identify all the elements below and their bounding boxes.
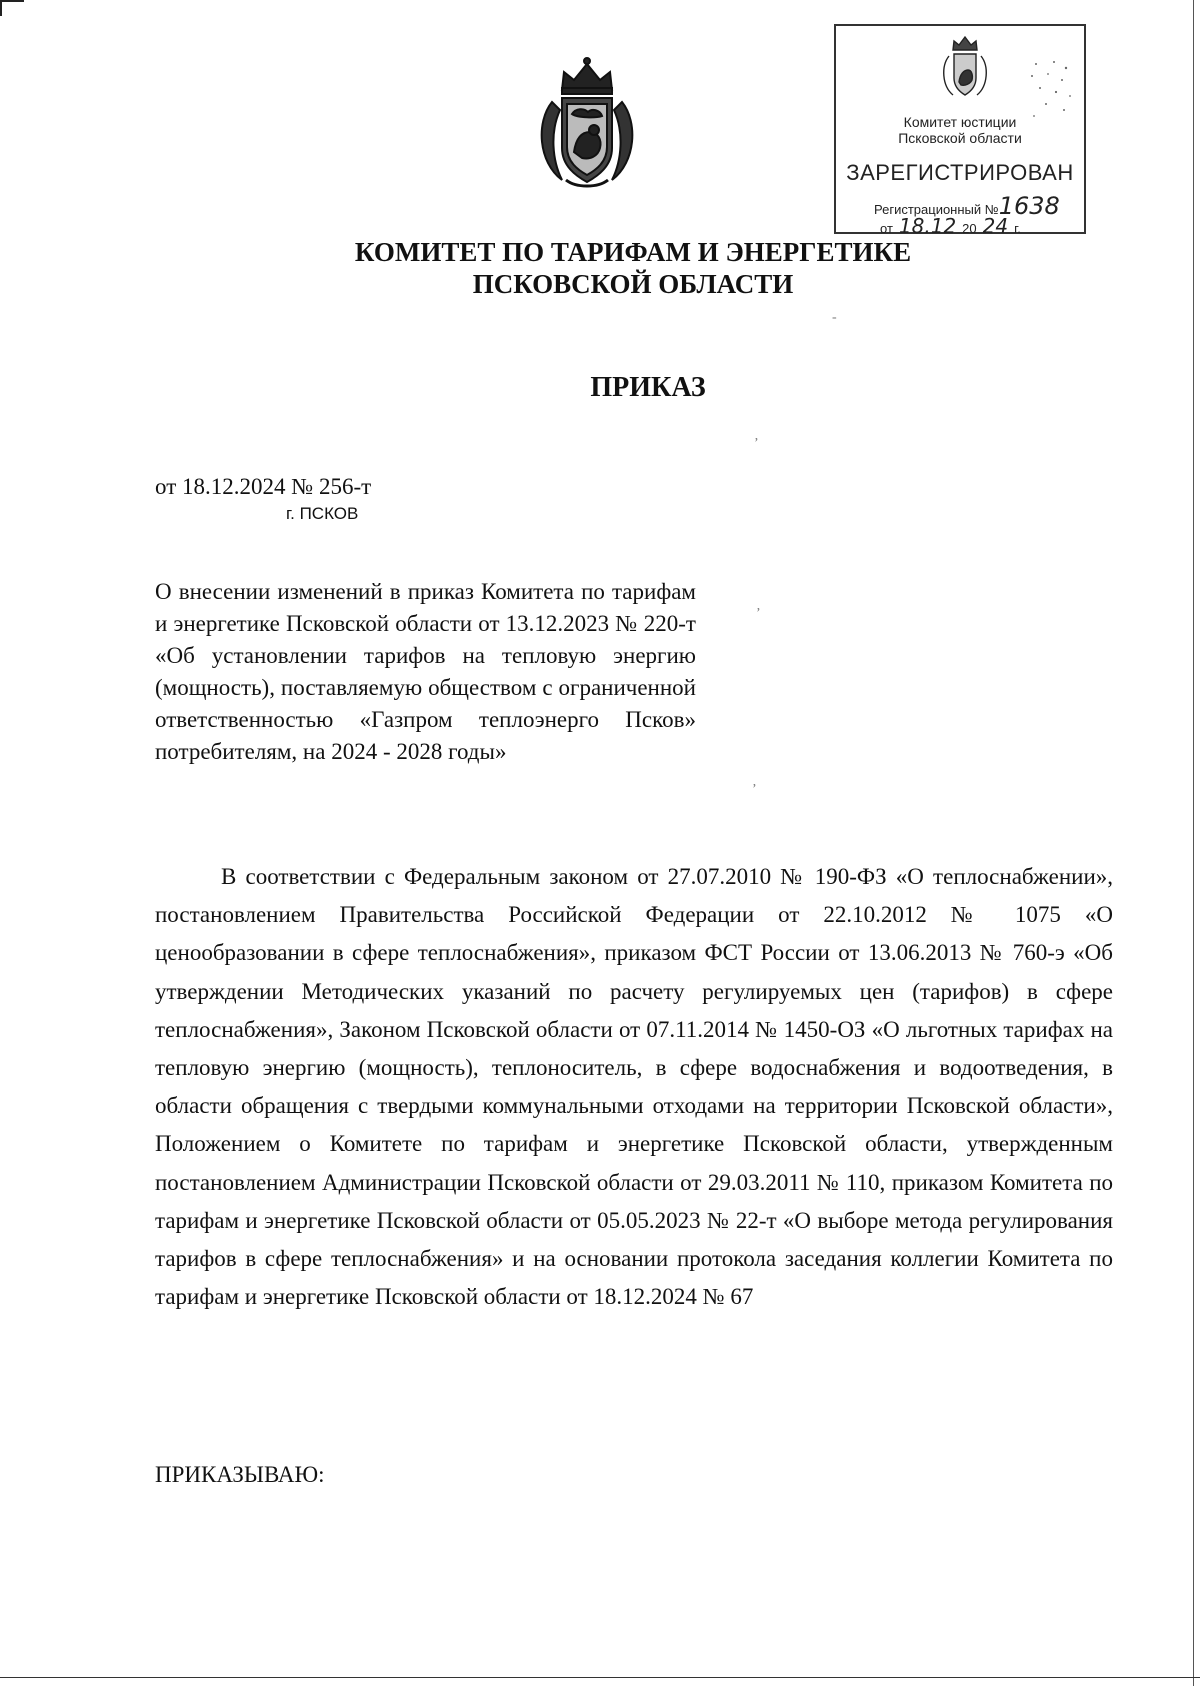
- stamp-status: ЗАРЕГИСТРИРОВАН: [846, 160, 1074, 185]
- stamp-year-prefix: 20: [962, 221, 977, 236]
- organization-title-line2: ПСКОВСКОЙ ОБЛАСТИ: [472, 269, 794, 299]
- stamp-registration-date: [880, 214, 1021, 238]
- order-date-number: от 18.12.2024 № 256-т: [155, 474, 372, 499]
- stamp-emblem-icon: [939, 32, 991, 102]
- scan-speck: ʼ: [756, 606, 761, 621]
- scan-speck: ʼ: [752, 782, 757, 797]
- stamp-year-suffix: г.: [1014, 221, 1021, 236]
- preamble-paragraph: В соответствии с Федеральным законом от 27.07.2010 № 190-ФЗ «О теплоснабжении», постановлением Правительства Российской Федерации от 22.10.2012 № 1075 «О ценообразовании в сфере теплоснабжения», приказом ФСТ России от 13.06.2013 № 760-э «Об утверждении Методических указаний по расчету регулируемых цен (тарифов) в сфере теплоснабжения», Законом Псковской области от 07.11.2014 № 1450-ОЗ «О льготных тарифах на тепловую энергию (мощность), теплоноситель, в сфере водоснабжения и водоотведения, в области обращения с твердыми коммунальными отходами на территории Псковской области», Положением о Комитете по тарифам и энергетике Псковской области, утвержденным постановлением Администрации Псковской области от 29.03.2011 № 110, приказом Комитета по тарифам и энергетике Псковской области от 05.05.2023 № 22-т «О выборе метода регулирования тарифов в сфере теплоснабжения» и на основании протокола заседания коллегии Комитета по тарифам и энергетике Псковской области от 18.12.2024 № 67: [155, 864, 1113, 1310]
- stamp-year-value: 24: [982, 214, 1009, 238]
- scan-edge-mark: [0, 0, 24, 16]
- scan-speck: ʼ: [754, 436, 759, 451]
- scan-speck: -: [832, 310, 837, 325]
- order-subject: О внесении изменений в приказ Комитета по тарифам и энергетике Псковской области от 13.12.2023 № 220-т «Об установлении тарифов на тепловую энергию (мощность), поставляемую обществом с ограниченной ответственностью «Газпром теплоэнерго Псков» потребителям, на 2024 - 2028 годы»: [155, 579, 696, 764]
- stamp-date-prefix: от: [880, 221, 893, 236]
- stamp-org-line2: Псковской области: [898, 130, 1022, 146]
- order-preamble: [155, 858, 1113, 1316]
- stamp-number-value: 1638: [998, 192, 1060, 220]
- stamp-org-line1: Комитет юстиции: [903, 114, 1017, 130]
- order-city: г. ПСКОВ: [286, 504, 359, 523]
- stamp-number-label: Регистрационный №: [874, 202, 999, 217]
- registration-stamp: [834, 24, 1086, 238]
- organization-title-line1: КОМИТЕТ ПО ТАРИФАМ И ЭНЕРГЕТИКЕ: [354, 237, 912, 267]
- stamp-organization: [836, 114, 1084, 146]
- stamp-date-value: 18.12: [898, 214, 957, 238]
- order-verb: ПРИКАЗЫВАЮ:: [155, 1462, 325, 1487]
- coat-of-arms-emblem: [532, 52, 642, 192]
- document-type-title: ПРИКАЗ: [590, 372, 706, 403]
- scan-bottom-line: [0, 1677, 1200, 1678]
